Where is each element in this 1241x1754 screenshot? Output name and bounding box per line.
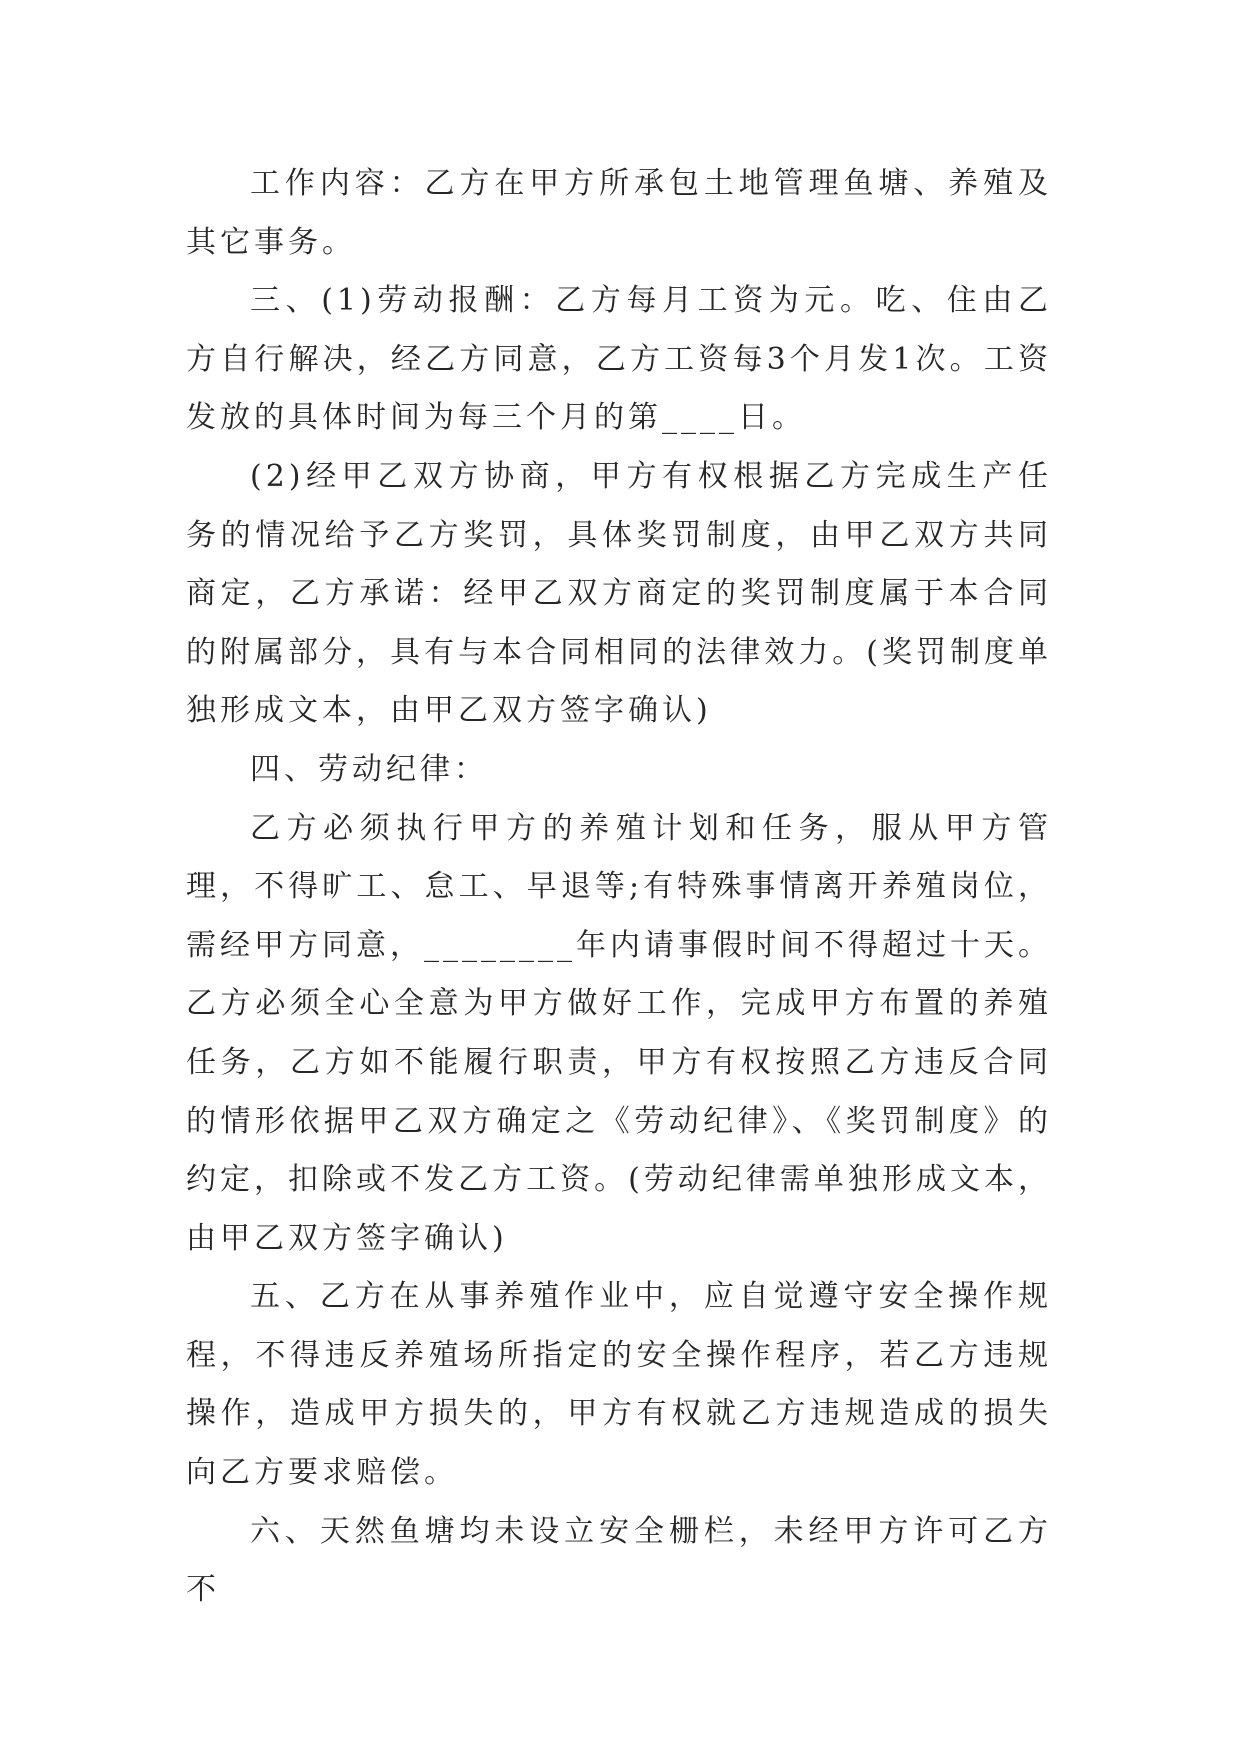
document-body [186,155,1052,1620]
paragraph-section-3-rewards-penalties: (2)经甲乙双方协商，甲方有权根据乙方完成生产任务的情况给予乙方奖罚，具体奖罚制度，由甲乙双方共同商定，乙方承诺：经甲乙双方商定的奖罚制度属于本合同的附属部分，具有与本合同相同的法律效力。(奖罚制度单独形成文本，由甲乙双方签字确认) [186,458,1052,729]
paragraph-section-4-heading: 四、劳动纪律： [250,751,488,787]
paragraph-section-4-discipline: 乙方必须执行甲方的养殖计划和任务，服从甲方管理，不得旷工、怠工、早退等;有特殊事情离开养殖岗位，需经甲方同意，________年内请事假时间不得超过十天。乙方必须全心全意为甲方做好工作，完成甲方布置的养殖任务，乙方如不能履行职责，甲方有权按照乙方违反合同的情形依据甲乙双方确定之《劳动纪律》、《奖罚制度》的约定，扣除或不发乙方工资。(劳动纪律需单独形成文本，由甲乙双方签字确认) [186,810,1052,1256]
paragraph-section-3-remuneration: 三、(1)劳动报酬：乙方每月工资为元。吃、住由乙方自行解决，经乙方同意，乙方工资每3个月发1次。工资发放的具体时间为每三个月的第____日。 [186,283,1052,436]
paragraph-section-6-ponds: 六、天然鱼塘均未设立安全栅栏，未经甲方许可乙方不 [186,1513,1052,1608]
paragraph-work-content: 工作内容：乙方在甲方所承包土地管理鱼塘、养殖及其它事务。 [186,166,1052,260]
paragraph-section-5-safety: 五、乙方在从事养殖作业中，应自觉遵守安全操作规程，不得违反养殖场所指定的安全操作程序，若乙方违规操作，造成甲方损失的，甲方有权就乙方违规造成的损失向乙方要求赔偿。 [186,1279,1052,1491]
